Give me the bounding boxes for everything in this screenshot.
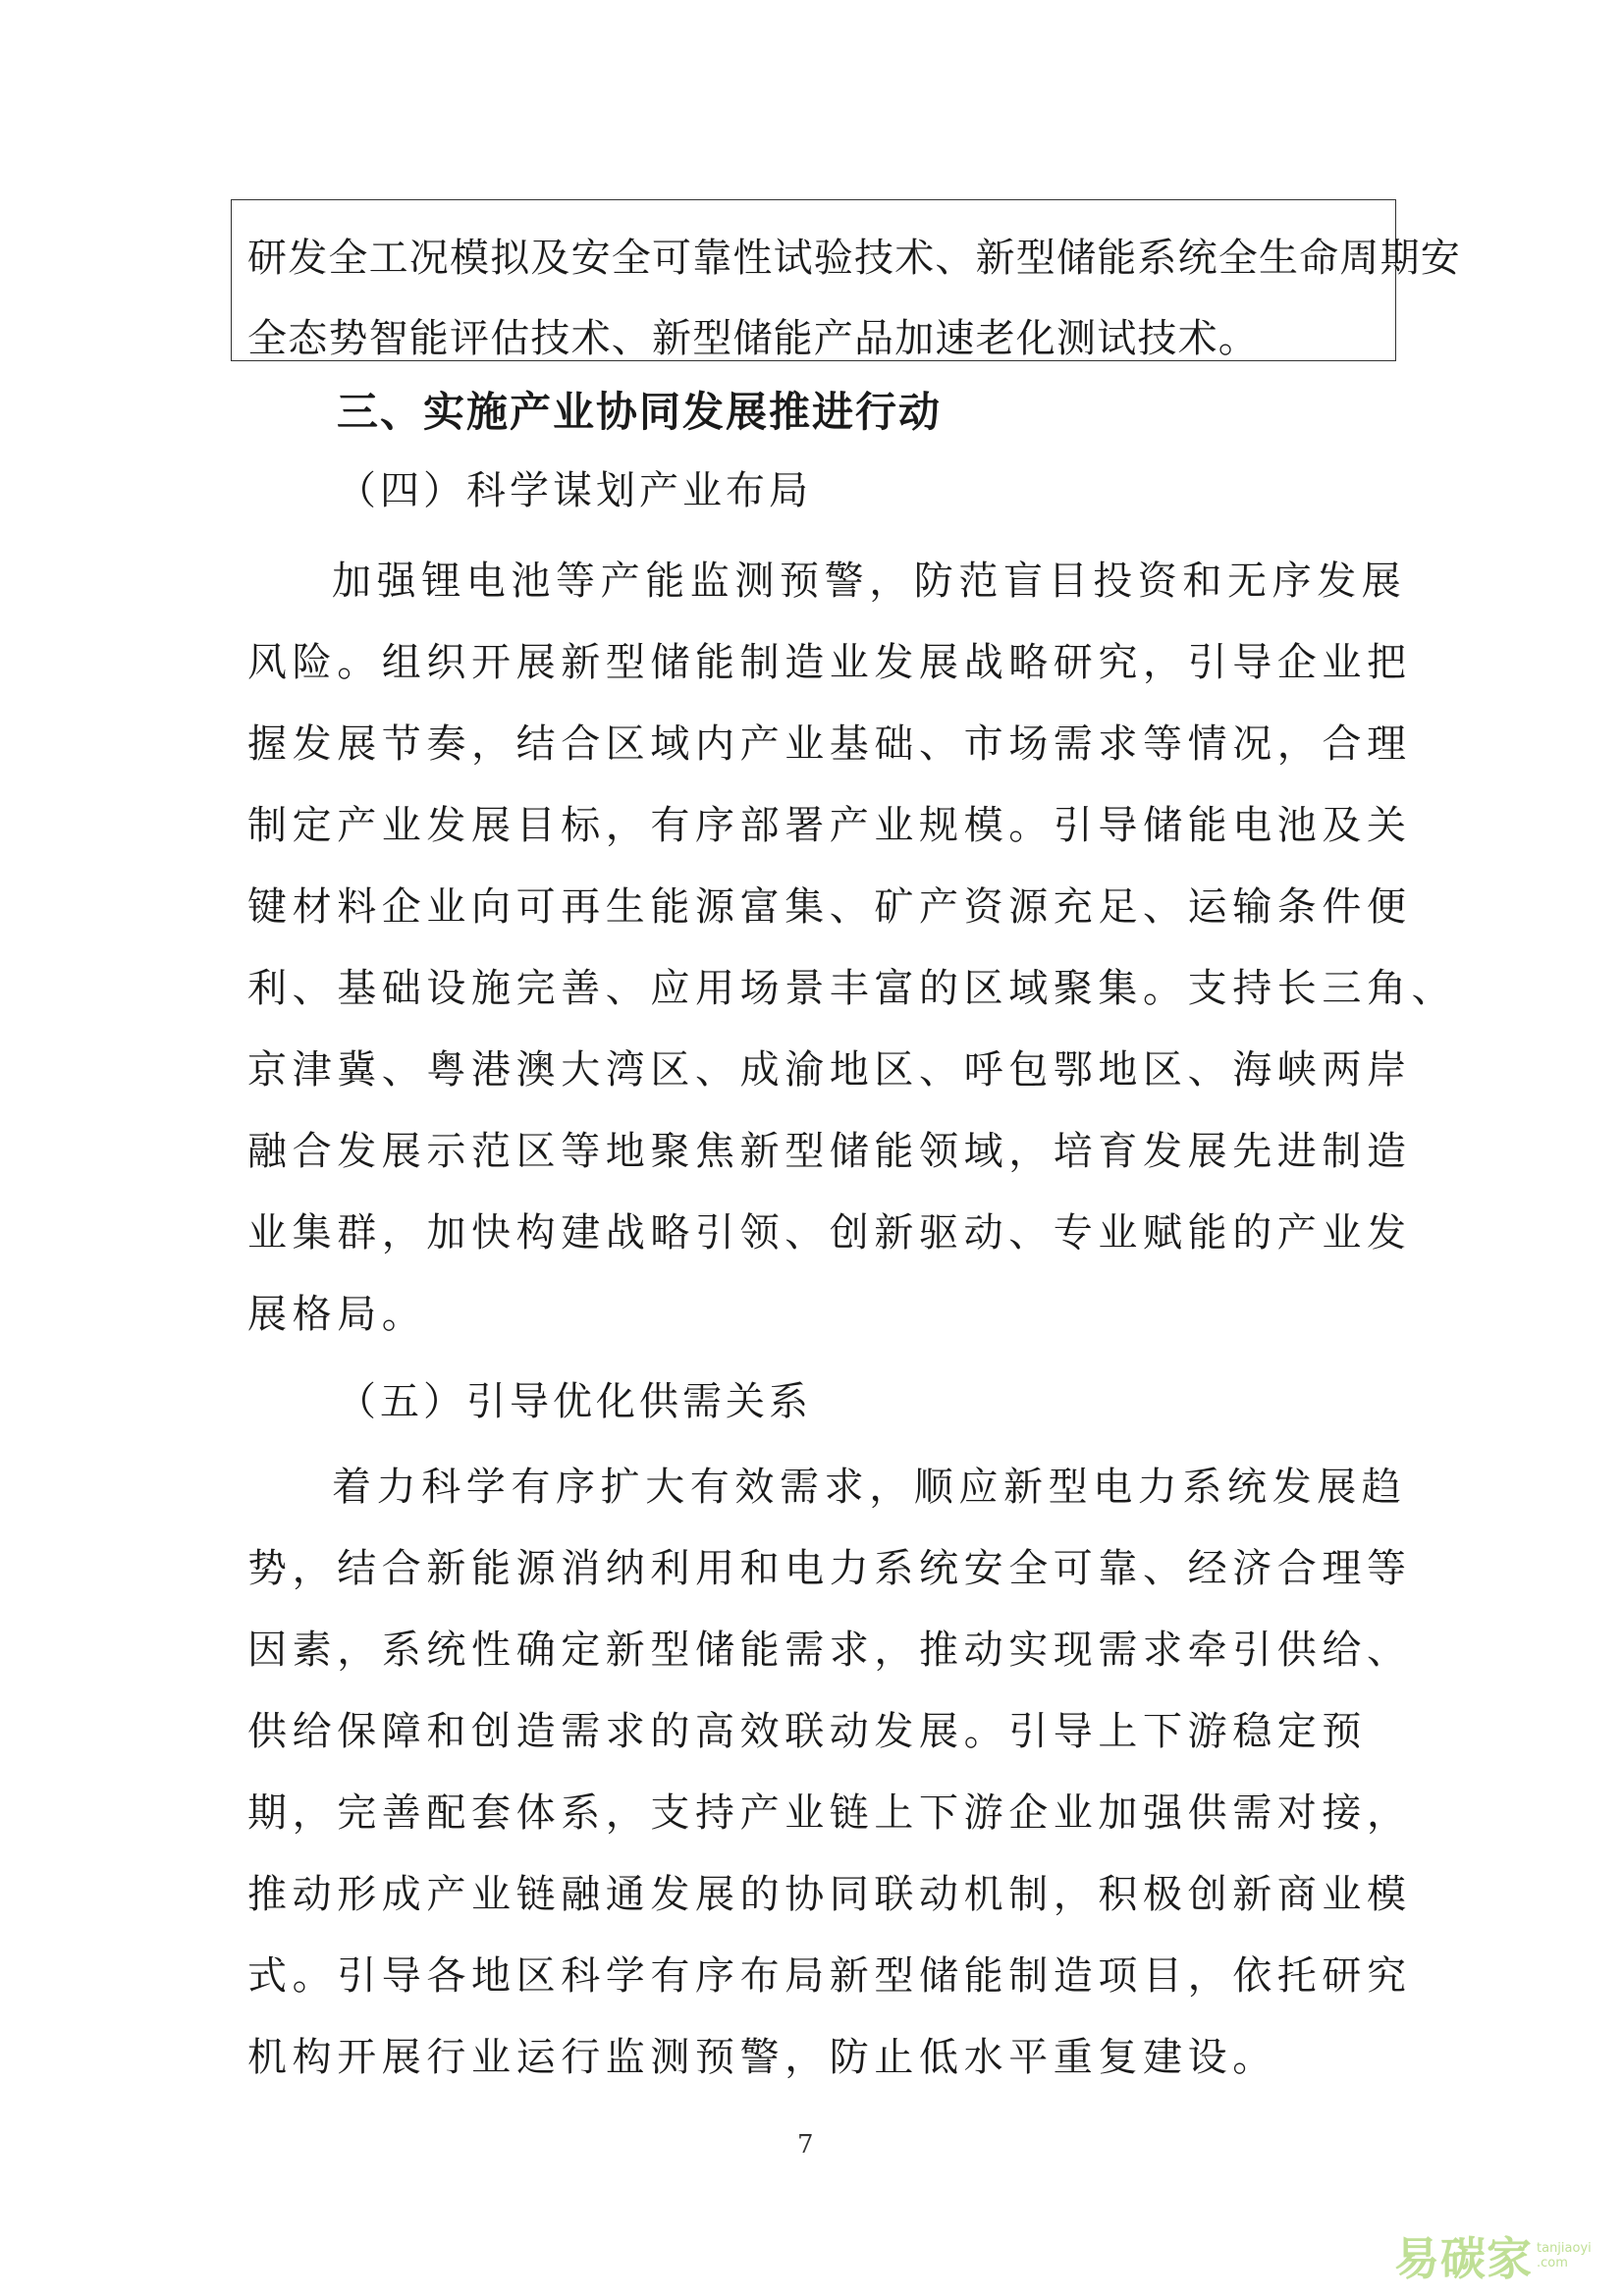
boxed-text-block — [231, 199, 1461, 361]
page-number: 7 — [797, 2130, 814, 2160]
paragraph-line: 期，完善配套体系，支持产业链上下游企业加强供需对接， — [247, 1790, 1412, 1836]
boxed-text-line: 全态势智能评估技术、新型储能产品加速老化测试技术。 — [247, 316, 1259, 361]
paragraph-line: 供给保障和创造需求的高效联动发展。引导上下游稳定预 — [247, 1709, 1367, 1754]
paragraph-line: 制定产业发展目标，有序部署产业规模。引导储能电池及关 — [247, 803, 1412, 848]
paragraph-line: 因素，系统性确定新型储能需求，推动实现需求牵引供给、 — [247, 1628, 1412, 1673]
paragraph-line: 展格局。 — [247, 1292, 427, 1337]
paragraph-line: 式。引导各地区科学有序布局新型储能制造项目，依托研究 — [247, 1953, 1412, 1999]
paragraph-line: 着力科学有序扩大有效需求，顺应新型电力系统发展趋 — [332, 1465, 1407, 1510]
paragraph-line: 风险。组织开展新型储能制造业发展战略研究，引导企业把 — [247, 640, 1412, 685]
watermark-site — [1537, 2241, 1592, 2270]
paragraph-line: 握发展节奏，结合区域内产业基础、市场需求等情况，合理 — [247, 721, 1412, 767]
boxed-text-line: 研发全工况模拟及安全可靠性试验技术、新型储能系统全生命周期安 — [247, 236, 1461, 281]
watermark-brand: 易碳家 — [1394, 2232, 1533, 2285]
subsection-4-heading: （四）科学谋划产业布局 — [337, 468, 812, 513]
paragraph-line: 推动形成产业链融通发展的协同联动机制，积极创新商业模 — [247, 1872, 1412, 1917]
paragraph-line: 融合发展示范区等地聚焦新型储能领域，培育发展先进制造 — [247, 1129, 1412, 1174]
section-heading: 三、实施产业协同发展推进行动 — [337, 388, 943, 436]
paragraph-line: 加强锂电池等产能监测预警，防范盲目投资和无序发展 — [332, 559, 1407, 604]
watermark-site-tld: .com — [1537, 2256, 1568, 2270]
paragraph-line: 键材料企业向可再生能源富集、矿产资源充足、运输条件便 — [247, 884, 1412, 930]
subsection-4-paragraph — [247, 541, 1456, 1356]
watermark-logo — [1394, 2226, 1592, 2285]
paragraph-line: 京津冀、粤港澳大湾区、成渝地区、呼包鄂地区、海峡两岸 — [247, 1047, 1412, 1093]
subsection-5-heading: （五）引导优化供需关系 — [337, 1379, 812, 1424]
watermark-site-name: tanjiaoyi — [1537, 2241, 1592, 2256]
paragraph-line: 业集群，加快构建战略引领、创新驱动、专业赋能的产业发 — [247, 1210, 1412, 1255]
paragraph-line: 势，结合新能源消纳利用和电力系统安全可靠、经济合理等 — [247, 1546, 1412, 1591]
subsection-5-paragraph — [247, 1447, 1412, 2099]
paragraph-line: 机构开展行业运行监测预警，防止低水平重复建设。 — [247, 2035, 1277, 2080]
paragraph-line: 利、基础设施完善、应用场景丰富的区域聚集。支持长三角、 — [247, 966, 1457, 1011]
